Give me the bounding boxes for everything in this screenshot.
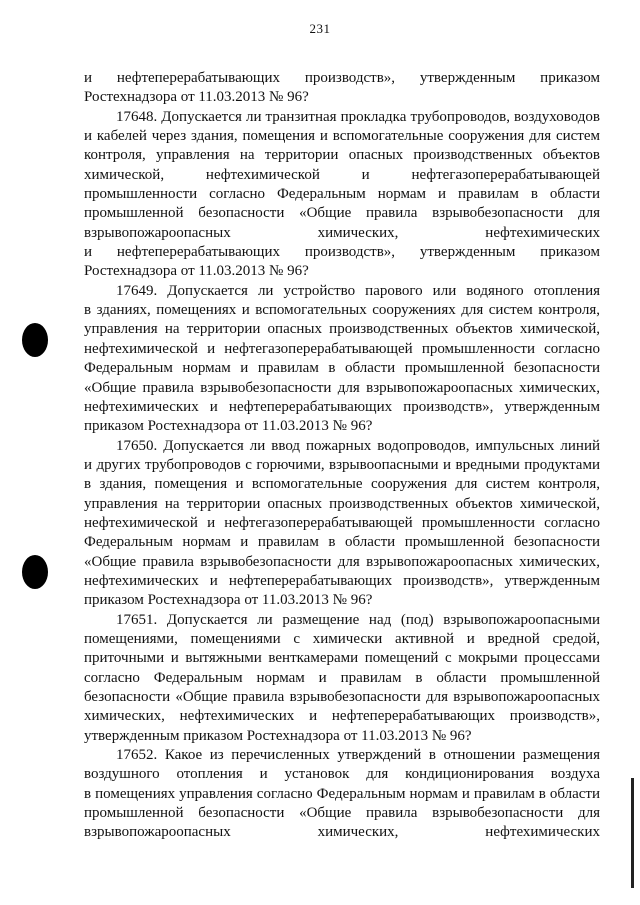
paragraph-q17650 (84, 437, 600, 611)
paragraph-q17648 (84, 108, 600, 282)
text-line: 17648. Допускается ли транзитная прокладка трубопроводов, воздуховодов (116, 108, 600, 125)
text-line: Федеральным нормам и правилам в области промышленной безопасности (84, 534, 600, 551)
page-body (84, 69, 600, 843)
paragraph-q17649 (84, 282, 600, 437)
page-number: 231 (309, 21, 331, 36)
text-line: помещениями, помещениями с химически активной и вредной средой, (84, 630, 600, 647)
text-line: воздушного отопления и установок для кондиционирования воздуха (84, 766, 600, 783)
text-line: и других трубопроводов с горючими, взрывоопасными и вредными продуктами (84, 456, 600, 473)
text-line: и кабелей через здания, помещения и вспомогательные сооружения для систем (84, 128, 600, 145)
text-line: Ростехнадзора от 11.03.2013 № 96? (84, 263, 309, 280)
text-line: «Общие правила взрывобезопасности для взрывопожароопасных химических, (84, 553, 600, 570)
text-line: в зданиях, помещениях и вспомогательных сооружениях для систем контроля, (84, 302, 600, 319)
text-line: взрывопожароопасных химических, нефтехимических (84, 824, 600, 841)
text-line: управления на территории опасных производственных объектов химической, (84, 321, 600, 338)
text-line: промышленности согласно Федеральным нормам и правилам в области (84, 186, 600, 203)
text-line: 17649. Допускается ли устройство парового или водяного отопления (116, 282, 600, 299)
text-line: Федеральным нормам и правилам в области промышленной безопасности (84, 360, 600, 377)
text-line: 17651. Допускается ли размещение над (под) взрывопожароопасными (116, 611, 600, 628)
paragraph-q17651 (84, 611, 600, 746)
text-line: в помещениях управления согласно Федеральным нормам и правилам в области (84, 785, 600, 802)
paragraph-q17652 (84, 746, 600, 843)
text-line: химических, нефтехимических и нефтеперерабатывающих производств», (84, 708, 600, 725)
text-line: промышленной безопасности «Общие правила взрывобезопасности для (84, 205, 600, 222)
text-line: 17650. Допускается ли ввод пожарных водопроводов, импульсных линий (116, 437, 600, 454)
text-line: Ростехнадзора от 11.03.2013 № 96? (84, 89, 309, 106)
binder-hole-mark (22, 555, 48, 589)
text-line: «Общие правила взрывобезопасности для взрывопожароопасных химических, (84, 379, 600, 396)
text-line: 17652. Какое из перечисленных утверждений в отношении размещения (116, 747, 600, 764)
binder-hole-mark (22, 323, 48, 357)
text-line: химической, нефтехимической и нефтегазоперерабатывающей (84, 166, 600, 183)
text-line: и нефтеперерабатывающих производств», утвержденным приказом (84, 244, 600, 261)
text-line: взрывопожароопасных химических, нефтехимических (84, 224, 600, 241)
text-line: нефтехимической и нефтегазоперерабатывающей промышленности согласно (84, 340, 600, 357)
scan-edge-mark (631, 778, 634, 888)
text-line: контроля, управления на территории опасных производственных объектов (84, 147, 600, 164)
text-line: промышленной безопасности «Общие правила взрывобезопасности для (84, 805, 600, 822)
text-line: безопасности «Общие правила взрывобезопасности для взрывопожароопасных (84, 689, 600, 705)
text-line: и нефтеперерабатывающих производств», утвержденным приказом (84, 70, 600, 86)
text-line: приказом Ростехнадзора от 11.03.2013 № 96? (84, 418, 373, 435)
text-line: согласно Федеральным нормам и правилам в области промышленной (84, 669, 600, 686)
text-line: управления на территории опасных производственных объектов химической, (84, 495, 600, 512)
paragraph-tail (84, 69, 600, 108)
text-line: приточными и вытяжными венткамерами помещений с мокрыми процессами (84, 650, 600, 667)
text-line: в здания, помещения и вспомогательные сооружения для систем контроля, (84, 476, 600, 493)
text-line: нефтехимических и нефтеперерабатывающих производств», утвержденным (84, 572, 600, 589)
text-line: утвержденным приказом Ростехнадзора от 11.03.2013 № 96? (84, 727, 472, 744)
text-line: нефтехимических и нефтеперерабатывающих производств», утвержденным (84, 398, 600, 415)
text-line: приказом Ростехнадзора от 11.03.2013 № 96? (84, 592, 373, 609)
text-line: нефтехимической и нефтегазоперерабатывающей промышленности согласно (84, 514, 600, 531)
